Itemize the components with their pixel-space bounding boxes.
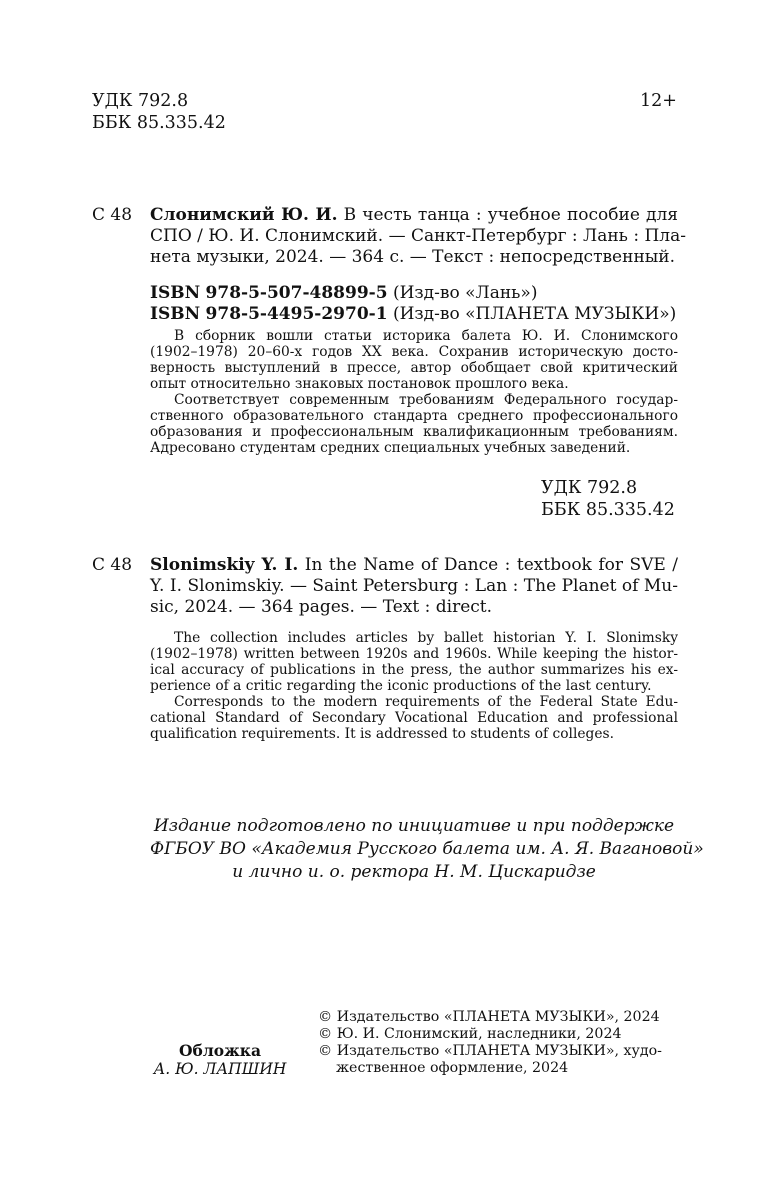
abstract-line: (1902–1978) written between 1920s and 1960s. While keeping the histor- xyxy=(150,646,678,662)
support-note xyxy=(150,815,704,884)
udk-code: УДК 792.8 xyxy=(541,478,638,498)
age-rating: 12+ xyxy=(640,91,677,111)
conformity-line: ственного образовательного стандарта среднего профессионального xyxy=(150,408,678,424)
support-note-line: ФГБОУ ВО «Академия Русского балета им. А. Я. Вагановой» xyxy=(150,839,704,859)
bbk-code: ББК 85.335.42 xyxy=(92,113,226,133)
conformity-line: Адресовано студентам средних специальных учебных заведений. xyxy=(150,440,631,456)
udk-code: УДК 792.8 xyxy=(92,91,189,111)
copyright-block xyxy=(318,1009,670,1077)
cover-artist: А. Ю. ЛАПШИН xyxy=(153,1060,287,1078)
cover-label: Обложка xyxy=(179,1041,261,1060)
abstract-line: (1902–1978) 20–60-х годов ХХ века. Сохранив историческую досто- xyxy=(150,344,678,360)
cover-credit xyxy=(140,1041,300,1079)
copyright-line: жественное оформление, 2024 xyxy=(336,1060,569,1076)
record-line-1: Slonimskiy Y. I. In the Name of Dance : textbook for SVE / xyxy=(150,555,679,575)
author-name: Slonimskiy Y. I. xyxy=(150,555,299,575)
abstract-line: The collection includes articles by ballet historian Y. I. Slonimsky xyxy=(174,630,678,646)
conformity-line: образования и профессиональным квалификационным требованиям. xyxy=(150,424,678,440)
record-line-2: СПО / Ю. И. Слонимский. — Санкт-Петербург : Лань : Пла- xyxy=(150,226,686,246)
isbn-line-1: ISBN 978-5-507-48899-5 (Изд-во «Лань») xyxy=(150,283,538,303)
isbn-number: 978-5-4495-2970-1 xyxy=(205,304,388,324)
abstract-en xyxy=(150,630,678,742)
bbk-code: ББК 85.335.42 xyxy=(541,500,675,520)
isbn-number: 978-5-507-48899-5 xyxy=(205,283,388,303)
record-code-ru: С 48 xyxy=(92,205,133,225)
record-classification-ru xyxy=(541,477,675,521)
bibliographic-record-en xyxy=(150,555,678,618)
record-line-3: sic, 2024. — 364 pages. — Text : direct. xyxy=(150,597,493,617)
abstract-line: perience of a critic regarding the iconic productions of the last century. xyxy=(150,678,652,694)
abstract-line: верность выступлений в прессе, автор обобщает свой критический xyxy=(150,360,678,376)
copyright-line: © Издательство «ПЛАНЕТА МУЗЫКИ», худо- xyxy=(318,1043,662,1059)
copyright-line: © Издательство «ПЛАНЕТА МУЗЫКИ», 2024 xyxy=(318,1009,660,1025)
record-line-2: Y. I. Slonimskiy. — Saint Petersburg : Lan : The Planet of Mu- xyxy=(150,576,678,596)
copyright-line: © Ю. И. Слонимский, наследники, 2024 xyxy=(318,1026,622,1042)
support-note-line: и лично и. о. ректора Н. М. Цискаридзе xyxy=(232,862,596,882)
isbn-block xyxy=(150,283,676,325)
record-line-3: нета музыки, 2024. — 364 с. — Текст : непосредственный. xyxy=(150,247,676,267)
abstract-line: ical accuracy of publications in the press, the author summarizes his ex- xyxy=(150,662,678,678)
author-name: Слонимский Ю. И. xyxy=(150,205,338,225)
abstract-line: опыт относительно знаковых постановок прошлого века. xyxy=(150,376,569,392)
record-line-1: Слонимский Ю. И. В честь танца : учебное пособие для xyxy=(150,205,678,225)
abstract-line: В сборник вошли статьи историка балета Ю. И. Слонимского xyxy=(174,328,678,344)
conformity-line: qualification requirements. It is addressed to students of colleges. xyxy=(150,726,615,742)
support-note-line: Издание подготовлено по инициативе и при поддержке xyxy=(153,816,675,836)
conformity-line: Corresponds to the modern requirements of the Federal State Edu- xyxy=(174,694,678,710)
bibliographic-record-ru xyxy=(150,205,686,268)
classification-header xyxy=(92,90,226,134)
isbn-line-2: ISBN 978-5-4495-2970-1 (Изд-во «ПЛАНЕТА МУЗЫКИ») xyxy=(150,304,677,324)
conformity-line: Соответствует современным требованиям Федерального государ- xyxy=(174,392,678,408)
conformity-line: cational Standard of Secondary Vocational Education and professional xyxy=(150,710,678,726)
record-code-en: С 48 xyxy=(92,555,133,575)
abstract-ru xyxy=(150,328,678,456)
